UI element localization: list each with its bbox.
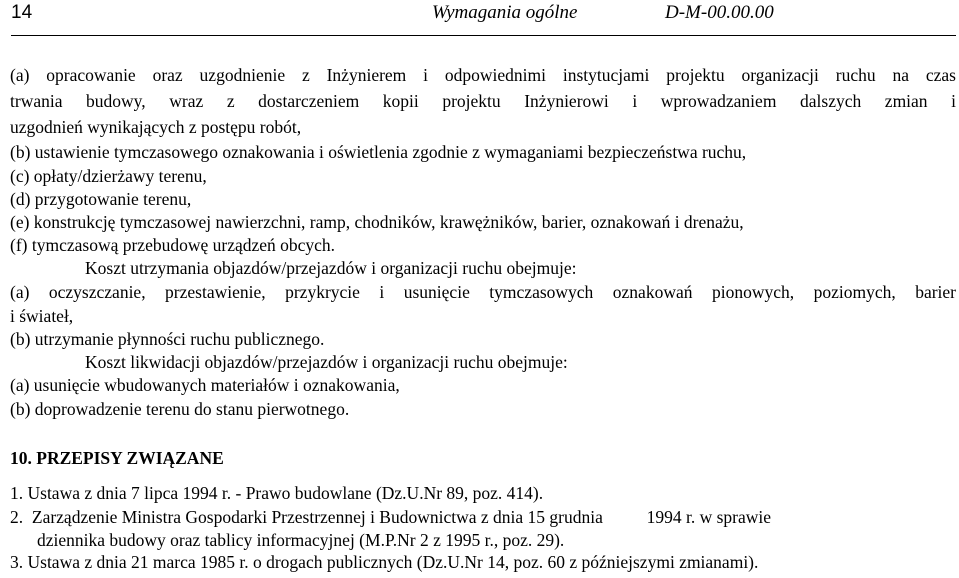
reference-item: 3. Ustawa z dnia 21 marca 1985 r. o drogach publicznych (Dz.U.Nr 14, poz. 60 z późniejszymi zmianami). <box>10 552 759 572</box>
section-heading: 10. PRZEPISY ZWIĄZANE <box>10 448 224 468</box>
body-line: (a) usunięcie wbudowanych materiałów i oznakowania, <box>10 375 400 395</box>
body-line: (f) tymczasową przebudowę urządzeń obcych. <box>10 235 336 255</box>
page-number: 14 <box>11 2 33 23</box>
paragraph-intro: Koszt utrzymania objazdów/przejazdów i organizacji ruchu obejmuje: <box>85 258 577 278</box>
body-line: (d) przygotowanie terenu, <box>10 189 192 209</box>
reference-item-continuation: dziennika budowy oraz tablicy informacyjnej (M.P.Nr 2 z 1995 r., poz. 29). <box>37 530 565 550</box>
body-line: (c) opłaty/dzierżawy terenu, <box>10 166 207 186</box>
body-line: (b) doprowadzenie terenu do stanu pierwotnego. <box>10 399 350 419</box>
page-header <box>0 0 959 36</box>
reference-item: 2. Zarządzenie Ministra Gospodarki Przestrzennej i Budownictwa z dnia 15 grudnia 1994 r. w sprawie <box>10 507 772 527</box>
body-line: i świateł, <box>10 306 74 326</box>
document-code: D-M-00.00.00 <box>665 2 774 23</box>
header-divider <box>11 35 956 36</box>
body-line: (b) ustawienie tymczasowego oznakowania i oświetlenia zgodnie z wymaganiami bezpieczeństwa ruchu, <box>10 142 747 162</box>
body-line: (e) konstrukcję tymczasowej nawierzchni, ramp, chodników, krawężników, barier, oznakowań i drenażu, <box>10 212 744 232</box>
reference-item: 1. Ustawa z dnia 7 lipca 1994 r. - Prawo budowlane (Dz.U.Nr 89, poz. 414). <box>10 483 544 503</box>
body-line: (a) oczyszczanie, przestawienie, przykrycie i usunięcie tymczasowych oznakowań pionowych, poziomych, barier <box>10 282 956 302</box>
body-line: (b) utrzymanie płynności ruchu publicznego. <box>10 329 325 349</box>
body-line: uzgodnień wynikających z postępu robót, <box>10 117 302 137</box>
header-title: Wymagania ogólne <box>432 2 578 23</box>
paragraph-intro: Koszt likwidacji objazdów/przejazdów i organizacji ruchu obejmuje: <box>85 352 568 372</box>
body-line: (a) opracowanie oraz uzgodnienie z Inżynierem i odpowiednimi instytucjami projektu organizacji ruchu na czas <box>10 65 956 85</box>
body-line: trwania budowy, wraz z dostarczeniem kopii projektu Inżynierowi i wprowadzaniem dalszych zmian i <box>10 91 956 111</box>
